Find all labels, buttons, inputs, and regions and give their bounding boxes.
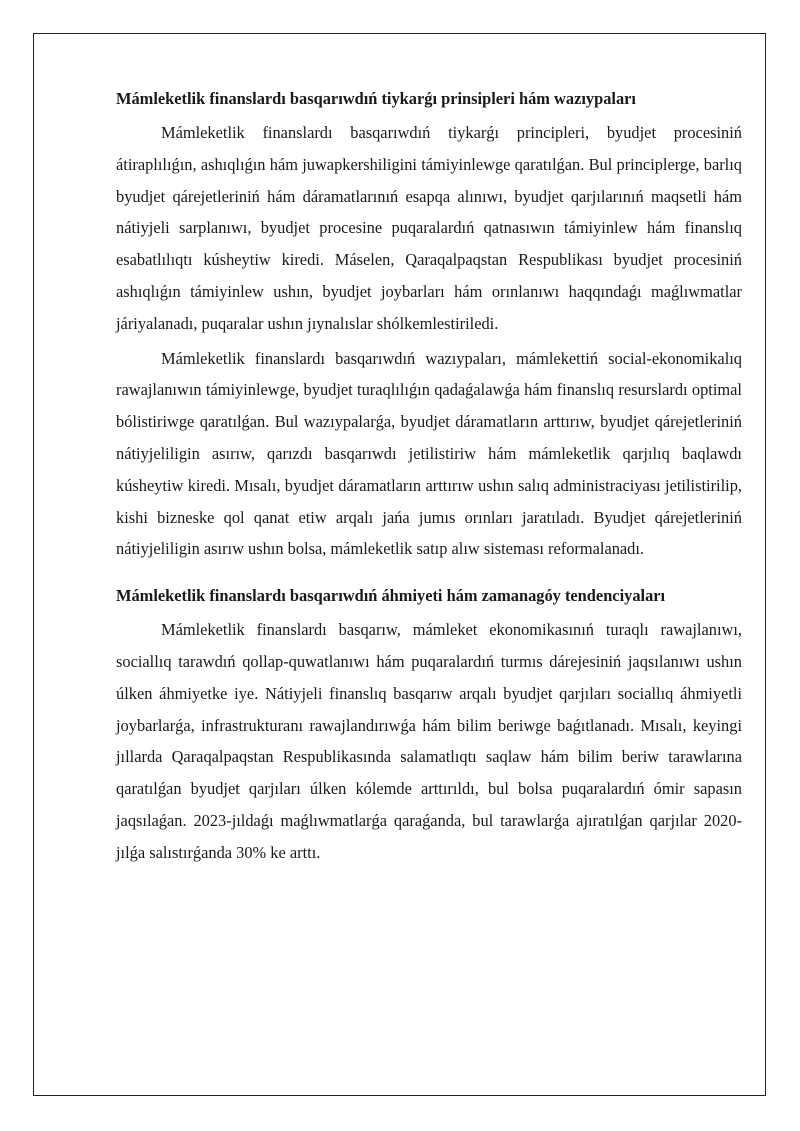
paragraph: Mámleketlik finanslardı basqarıw, mámleket ekonomikasınıń turaqlı rawajlanıwı, sociallıq tarawdıń qollap-quwatlanıwı hám puqaralardıń turmıs dárejesiniń jaqsılanıwı ushın úlken áhmiyetke iye. Nátiyjeli finanslıq basqarıw arqalı byudjet qarjıları sociallıq áhmiyetli joybarlarǵa, infrastrukturanı rawajlandırıwǵa hám bilim beriwge baǵıtlanadı. Mısalı, keyingi jıllarda Qaraqalpaqstan Respublikasında salamatlıqtı saqlaw hám bilim beriw tarawlarına qaratılǵan byudjet qarjıları úlken kólemde arttırıldı, bul bolsa puqaralardıń ómir sapasın jaqsılaǵan. 2023-jıldaǵı maǵlıwmatlarǵa qaraǵanda, bul tarawlarǵa ajıratılǵan qarjılar 2020-jılǵa salıstırǵanda 30% ke arttı. — [116, 620, 742, 862]
paragraph: Mámleketlik finanslardı basqarıwdıń tiykarǵı principleri, byudjet procesiniń átiraplılıǵın, ashıqlıǵın hám juwapkershiligini támiyinlewge qaratılǵan. Bul principlerge, barlıq byudjet qárejetleriniń hám dáramatlarınıń esapqa alınıwı, byudjet qarjılarınıń maqsetli hám nátiyjeli sarplanıwı, byudjet procesine puqaralardıń qatnasıwın támiyinlew hám finanslıq esabatlılıqtı kúsheytiw kiredi. Máselen, Qaraqalpaqstan Respublikası byudjet procesiniń ashıqlıǵın támiyinlew ushın, byudjet joybarları hám orınlanıwı haqqındaǵı maǵlıwmatlar járiyalanadı, puqaralar ushın jıynalıslar shólkemlestiriledi. — [116, 123, 742, 333]
document-body — [116, 86, 742, 869]
section-heading: Mámleketlik finanslardı basqarıwdıń áhmiyeti hám zamanagóy tendenciyaları — [116, 586, 666, 606]
section-heading: Mámleketlik finanslardı basqarıwdıń tiykarǵı prinsipleri hám wazıypaları — [116, 89, 636, 108]
paragraph: Mámleketlik finanslardı basqarıwdıń wazıypaları, mámlekettiń social-ekonomikalıq rawajlanıwın támiyinlewge, byudjet turaqlılıǵın qadaǵalawǵa hám finanslıq resurslardı optimal bólistiriwge qaratılǵan. Bul wazıypalarǵa, byudjet dáramatların arttırıw, byudjet qárejetleriniń nátiyjeliligin asırıw, qarızdı basqarıwdı jetilistiriw hám mámleketlik qarjılıq baqlawdı kúsheytiw kiredi. Mısalı, byudjet dáramatların arttırıw ushın salıq administraciyası jetilistirilip, kishi bizneske qol qanat etiw arqalı jańa jumıs orınları jaratıladı. Byudjet qárejetleriniń nátiyjeliligin asırıw ushın bolsa, mámleketlik satıp alıw sisteması reformalanadı. — [116, 348, 742, 559]
